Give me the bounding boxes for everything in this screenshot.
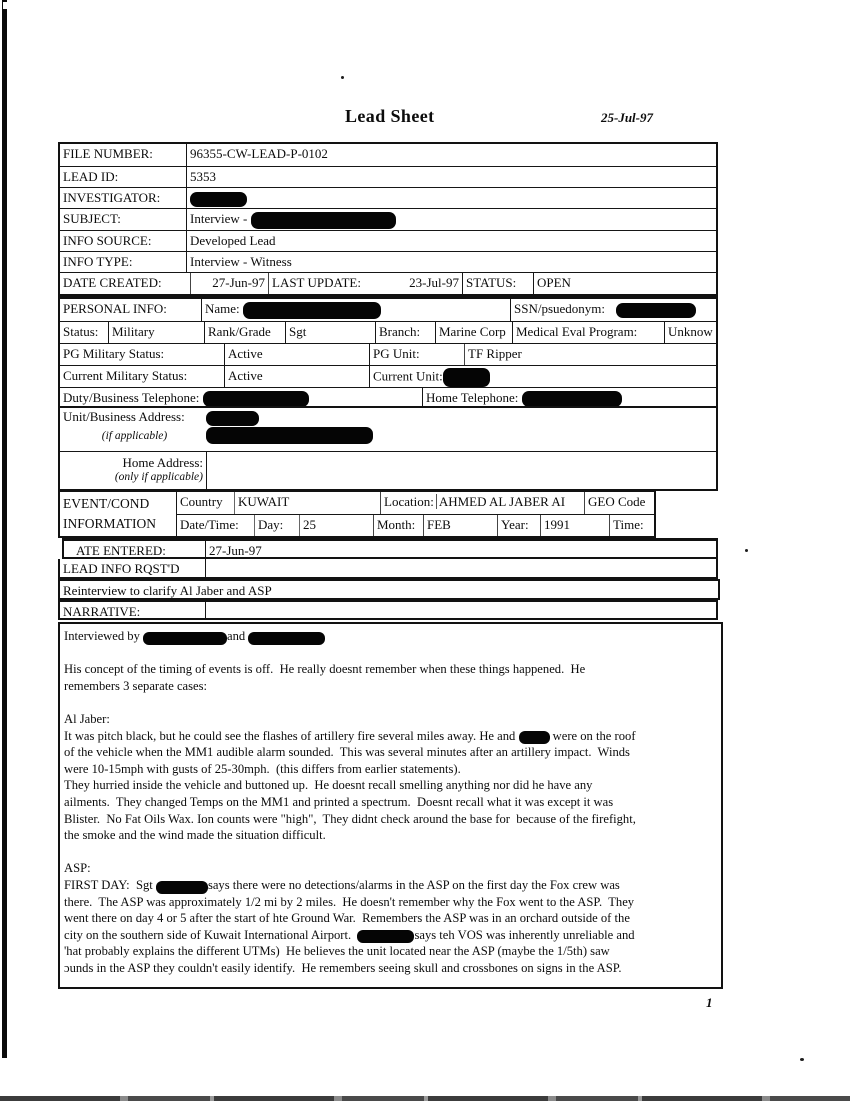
location-cell bbox=[381, 492, 585, 514]
unit-address-label: Unit/Business Address: bbox=[63, 409, 185, 424]
redaction-bar bbox=[190, 192, 247, 207]
event-section-label-line2: INFORMATION bbox=[63, 516, 157, 531]
name-cell bbox=[202, 299, 511, 321]
scan-bottom-line bbox=[0, 1096, 850, 1101]
name-label: Name: bbox=[205, 301, 240, 316]
home-address-note: (only if applicable) bbox=[114, 471, 203, 483]
narrative-line: ailments. They changed Temps on the MM1 and printed a spectrum. Doesnt recall what it was except it was bbox=[64, 794, 614, 809]
event-info-row bbox=[60, 492, 654, 536]
page-title: Lead Sheet bbox=[345, 106, 435, 126]
rank-label: Rank/Grade bbox=[205, 322, 286, 343]
header-date: 25-Jul-97 bbox=[601, 110, 653, 125]
narrative-line: Al Jaber: bbox=[64, 711, 110, 726]
redaction-bar bbox=[206, 411, 259, 426]
unit-address-row bbox=[60, 408, 716, 451]
event-info-table bbox=[58, 489, 656, 538]
geo-code-label: GEO Code bbox=[588, 494, 646, 509]
year-label: Year: bbox=[498, 515, 541, 536]
date-entered-value: 27-Jun-97 bbox=[209, 543, 262, 557]
narrative-line: It was pitch black, but he could see the flashes of artillery fire several miles away. He and were on the roof bbox=[64, 728, 636, 743]
personal-info-row bbox=[60, 299, 716, 321]
narrative-line: went there on day 4 or 5 after the start of hte Ground War. Remembers the ASP was in an orchard outside of the bbox=[64, 911, 630, 926]
redaction-bar bbox=[243, 302, 381, 319]
investigator-label: INVESTIGATOR: bbox=[60, 188, 187, 208]
page-number: 1 bbox=[706, 995, 713, 1010]
last-update-cell bbox=[269, 273, 463, 294]
subject-row bbox=[60, 208, 716, 230]
unit-address-cell bbox=[60, 408, 716, 451]
lead-id-value: 5353 bbox=[190, 169, 216, 184]
request-row bbox=[58, 579, 720, 600]
narrative-line: ɔunds in the ASP they couldn't easily identify. He remembers seeing skull and crossbones on signs in the ASP. bbox=[64, 960, 622, 975]
info-source-label: INFO SOURCE: bbox=[60, 231, 187, 251]
home-address-value bbox=[207, 452, 716, 489]
address-table bbox=[58, 406, 718, 491]
location-value: AHMED AL JABER AI bbox=[438, 494, 566, 509]
scan-edge-line bbox=[2, 0, 7, 1058]
ssn-label: SSN/psuedonym: bbox=[514, 301, 606, 316]
month-value: FEB bbox=[424, 515, 498, 536]
narrative-line: were 10-15mph with gusts of 25-30mph. (this differs from earlier statements). bbox=[64, 761, 461, 776]
file-number-label: FILE NUMBER: bbox=[60, 144, 187, 166]
home-address-label-cell bbox=[60, 452, 207, 489]
month-label: Month: bbox=[374, 515, 424, 536]
lead-info-rqstd-value bbox=[206, 559, 716, 577]
redaction-bar bbox=[206, 427, 373, 444]
country-value: KUWAIT bbox=[235, 492, 381, 514]
branch-value: Marine Corp bbox=[436, 322, 513, 343]
narrative-box bbox=[58, 622, 723, 989]
current-status-row bbox=[60, 365, 716, 387]
time-label: Time: bbox=[613, 517, 644, 532]
scan-speck bbox=[800, 1058, 804, 1061]
narrative-line: remembers 3 separate cases: bbox=[64, 678, 208, 693]
info-type-row bbox=[60, 251, 716, 272]
country-label: Country bbox=[177, 492, 235, 514]
lead-id-row bbox=[60, 166, 716, 187]
investigator-row bbox=[60, 187, 716, 208]
narrative-line bbox=[64, 844, 719, 861]
redaction-bar bbox=[248, 632, 325, 645]
redaction-bar bbox=[522, 391, 622, 407]
redaction-bar bbox=[443, 368, 490, 387]
home-phone-label: Home Telephone: bbox=[426, 390, 519, 405]
status-value: OPEN bbox=[537, 275, 571, 290]
info-source-value: Developed Lead bbox=[190, 233, 276, 248]
narrative-line: of the vehicle when the MM1 audible alarm sounded. This was several minutes after an artillery impact. Winds bbox=[64, 745, 630, 760]
redaction-bar bbox=[251, 212, 396, 229]
subject-prefix: Interview - bbox=[190, 211, 248, 226]
narrative-line bbox=[64, 645, 719, 662]
datetime-label: Date/Time: bbox=[177, 515, 255, 536]
unit-address-note: (if applicable) bbox=[101, 429, 168, 442]
scan-speck bbox=[341, 76, 344, 79]
personal-info-label: PERSONAL INFO: bbox=[60, 299, 202, 321]
subject-value bbox=[187, 209, 716, 230]
narrative-line: city on the southern side of Kuwait International Airport. says teh VOS was inherently unreliable and bbox=[64, 927, 635, 942]
branch-label: Branch: bbox=[376, 322, 436, 343]
location-label: Location: bbox=[384, 494, 437, 509]
pg-unit-value: TF Ripper bbox=[468, 346, 522, 361]
last-update-value: 23-Jul-97 bbox=[409, 275, 459, 290]
year-value: 1991 bbox=[541, 515, 610, 536]
mil-status-label: Status: bbox=[60, 322, 109, 343]
medical-label: Medical Eval Program: bbox=[513, 322, 665, 343]
event-section-label bbox=[60, 492, 177, 536]
date-entered-row bbox=[62, 538, 718, 559]
pg-status-value: Active bbox=[225, 344, 370, 365]
pg-status-label: PG Military Status: bbox=[60, 344, 225, 365]
pg-status-row bbox=[60, 343, 716, 365]
medical-value: Unknow bbox=[668, 324, 713, 339]
info-source-row bbox=[60, 230, 716, 251]
dates-status-row bbox=[60, 272, 716, 294]
narrative-line: ASP: bbox=[64, 861, 91, 876]
redaction-bar bbox=[357, 930, 414, 943]
subject-label: SUBJECT: bbox=[60, 209, 187, 230]
info-type-label: INFO TYPE: bbox=[60, 252, 187, 272]
narrative-line: Blister. No Fat Oils Wax. Ion counts were "high", They didnt check around the base for because of the firefight, bbox=[64, 811, 636, 826]
lead-info-table bbox=[58, 142, 718, 296]
date-entered-label: ATE ENTERED: bbox=[64, 541, 206, 557]
narrative-label: NARRATIVE: bbox=[60, 602, 206, 618]
status-rank-row bbox=[60, 321, 716, 343]
request-text: Reinterview to clarify Al Jaber and ASP bbox=[63, 583, 272, 598]
current-unit-label: Current Unit: bbox=[373, 368, 443, 384]
file-number-row bbox=[60, 144, 716, 166]
narrative-line: Interviewed by and bbox=[64, 628, 719, 645]
narrative-line: 'hat probably explains the different UTMs) He believes the unit located near the ASP (maybe the 1/5th) saw bbox=[64, 944, 610, 959]
redaction-bar bbox=[143, 632, 227, 645]
day-value: 25 bbox=[300, 515, 374, 536]
duty-phone-label: Duty/Business Telephone: bbox=[63, 390, 200, 405]
narrative-line bbox=[64, 694, 719, 711]
date-created-value: 27-Jun-97 bbox=[191, 273, 269, 294]
home-address-row bbox=[60, 451, 716, 489]
file-number-value: 96355-CW-LEAD-P-0102 bbox=[190, 146, 328, 161]
narrative-label-empty bbox=[206, 602, 716, 618]
current-status-value: Active bbox=[225, 366, 370, 387]
day-label: Day: bbox=[255, 515, 300, 536]
scan-edge-notch bbox=[3, 2, 8, 9]
home-address-label: Home Address: bbox=[122, 455, 203, 470]
status-label: STATUS: bbox=[463, 273, 534, 294]
event-section-label-line1: EVENT/COND bbox=[63, 496, 150, 511]
ssn-cell bbox=[511, 299, 716, 321]
narrative-line: They hurried inside the vehicle and buttoned up. He doesnt recall smelling anything nor did he have any bbox=[64, 778, 593, 793]
rank-value: Sgt bbox=[286, 322, 376, 343]
info-type-value: Interview - Witness bbox=[190, 254, 292, 269]
narrative-line: the smoke and the wind made the situation difficult. bbox=[64, 828, 326, 843]
last-update-label: LAST UPDATE: bbox=[272, 275, 361, 290]
redaction-bar bbox=[156, 881, 208, 894]
event-grid bbox=[177, 492, 654, 536]
lead-info-rqstd-label: LEAD INFO RQST'D bbox=[60, 559, 206, 577]
pg-unit-label: PG Unit: bbox=[370, 344, 465, 365]
narrative-line: there. The ASP was approximately 1/2 mi by 2 miles. He doesn't remember why the Fox went to the ASP. They bbox=[64, 894, 635, 909]
narrative-line: FIRST DAY: Sgt says there were no detections/alarms in the ASP on the first day the Fox crew was bbox=[64, 877, 620, 892]
narrative-line: His concept of the timing of events is off. He really doesnt remember when these things happened. He bbox=[64, 662, 586, 677]
scan-speck bbox=[745, 549, 748, 552]
event-date-row bbox=[177, 514, 654, 536]
personal-info-table bbox=[58, 296, 718, 411]
investigator-value bbox=[187, 188, 716, 208]
current-unit-cell bbox=[370, 366, 716, 387]
narrative-label-row bbox=[58, 600, 718, 620]
narrative-text bbox=[64, 628, 719, 976]
current-status-label: Current Military Status: bbox=[60, 366, 225, 387]
lead-info-rqstd-row bbox=[58, 559, 718, 579]
redaction-bar bbox=[616, 303, 696, 318]
redaction-bar bbox=[203, 391, 309, 407]
mil-status-value: Military bbox=[109, 322, 205, 343]
date-created-label: DATE CREATED: bbox=[60, 273, 191, 294]
event-place-row bbox=[177, 492, 654, 514]
redaction-bar bbox=[519, 731, 550, 744]
lead-id-label: LEAD ID: bbox=[60, 167, 187, 187]
